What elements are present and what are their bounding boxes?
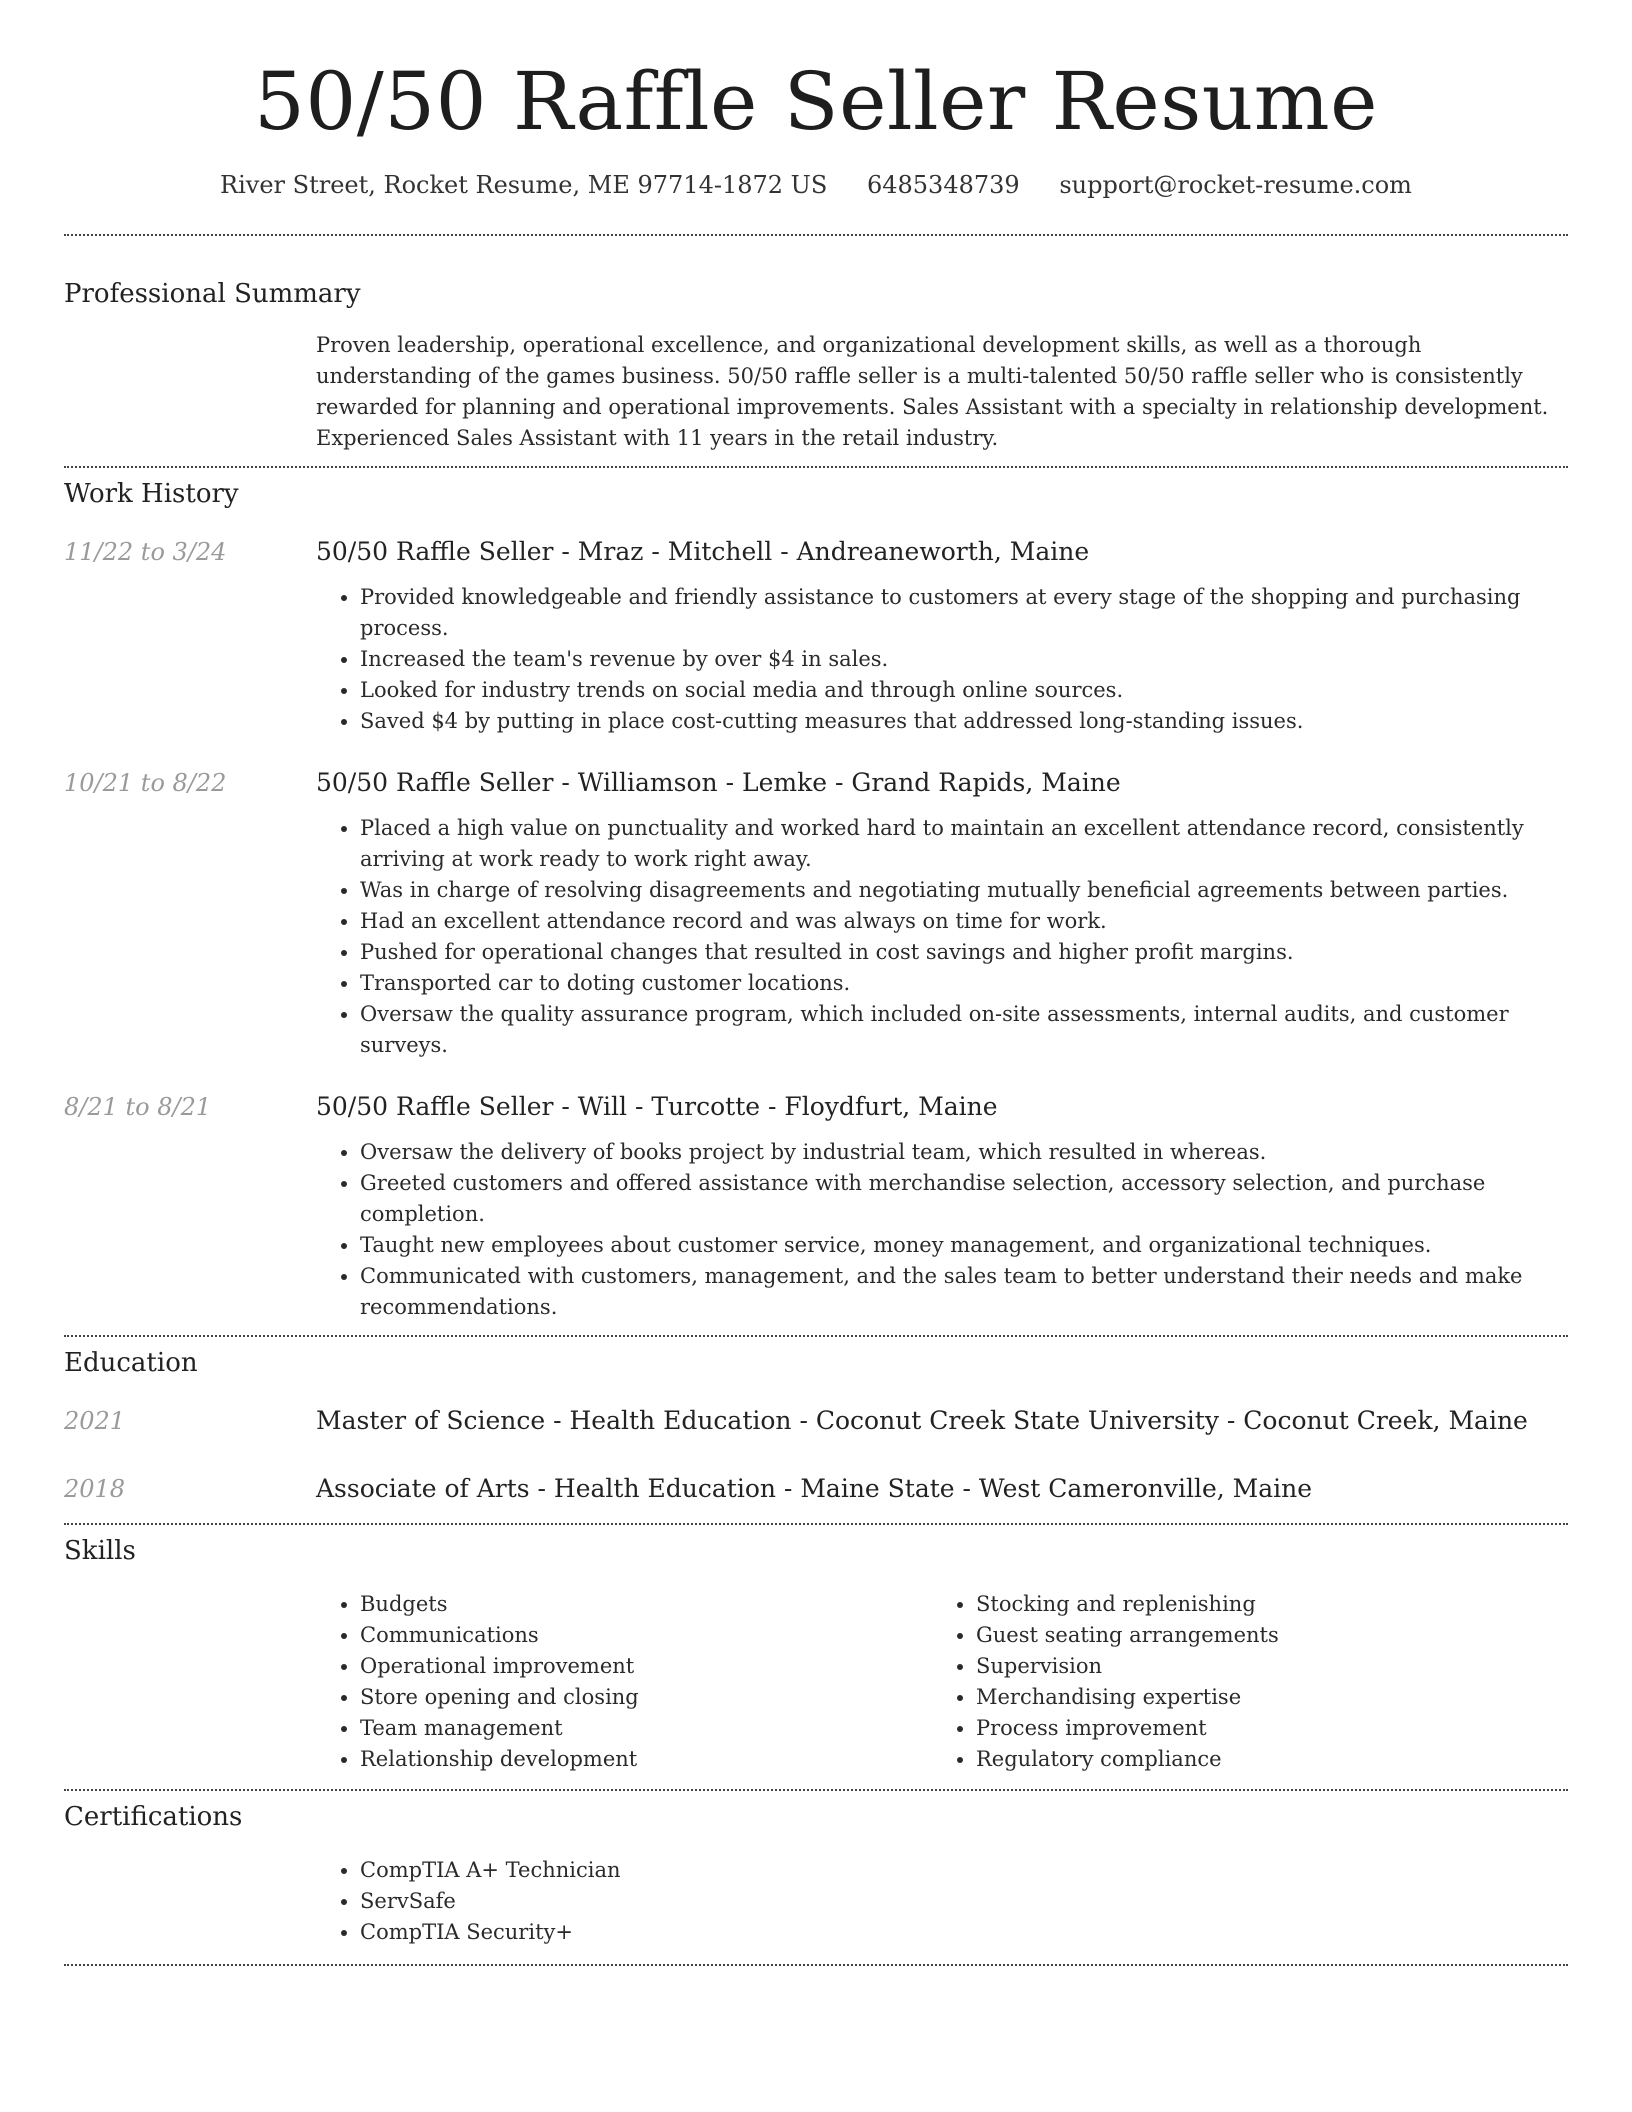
certifications-list bbox=[316, 1855, 1568, 1948]
job-bullet: • Was in charge of resolving disagreements and negotiating mutually beneficial agreements between parties. bbox=[360, 875, 1568, 906]
job-heading: 50/50 Raffle Seller - Mraz - Mitchell - Andreaneworth, Maine bbox=[316, 537, 1090, 566]
certification-item: • CompTIA A+ Technician bbox=[360, 1855, 1568, 1886]
summary-section bbox=[64, 278, 1568, 454]
education-degree: Associate of Arts - Health Education bbox=[316, 1474, 776, 1503]
job-entry bbox=[64, 536, 1568, 737]
job-bullet: • Pushed for operational changes that resulted in cost savings and higher profit margins. bbox=[360, 937, 1568, 968]
job-heading: 50/50 Raffle Seller - Williamson - Lemke - Grand Rapids, Maine bbox=[316, 768, 1121, 797]
skill-item: • Stocking and replenishing bbox=[976, 1589, 1548, 1620]
job-content bbox=[316, 536, 1568, 737]
resume-title: 50/50 Raffle Seller Resume bbox=[253, 55, 1378, 148]
education-heading bbox=[316, 1405, 1568, 1437]
divider bbox=[64, 466, 1568, 468]
contact-email: support@rocket-resume.com bbox=[1059, 171, 1412, 199]
job-bullet: • Oversaw the quality assurance program, which included on-site assessments, internal audits, and customer surveys. bbox=[360, 999, 1568, 1061]
skill-item: • Communications bbox=[360, 1620, 932, 1651]
skills-section bbox=[64, 1535, 1568, 1775]
job-bullet: • Greeted customers and offered assistance with merchandise selection, accessory selection, and purchase completion. bbox=[360, 1168, 1568, 1230]
job-bullet: • Transported car to doting customer locations. bbox=[360, 968, 1568, 999]
work-history-section bbox=[64, 478, 1568, 1323]
education-heading bbox=[316, 1473, 1568, 1505]
skill-item: • Store opening and closing bbox=[360, 1682, 932, 1713]
summary-text: Proven leadership, operational excellence, and organizational development skills, as well as a thorough understanding of the games business. 50/50 raffle seller is a multi-talented 50/50 raffle seller who is consistently rewarded for planning and operational improvements. Sales Assistant with a specialty in relationship development. Experienced Sales Assistant with 11 years in the retail industry. bbox=[316, 333, 1549, 450]
contact-phone: 6485348739 bbox=[866, 171, 1020, 199]
skill-item: • Guest seating arrangements bbox=[976, 1620, 1548, 1651]
skill-item: • Relationship development bbox=[360, 1744, 932, 1775]
divider bbox=[64, 1789, 1568, 1791]
certification-item: • CompTIA Security+ bbox=[360, 1917, 1568, 1948]
divider bbox=[64, 1523, 1568, 1525]
skills-grid bbox=[316, 1589, 1568, 1775]
job-dates: 11/22 to 3/24 bbox=[64, 538, 227, 566]
skill-item: • Supervision bbox=[976, 1651, 1548, 1682]
education-section bbox=[64, 1347, 1568, 1505]
job-bullet: • Had an excellent attendance record and was always on time for work. bbox=[360, 906, 1568, 937]
education-entry bbox=[64, 1473, 1568, 1505]
skill-item: • Merchandising expertise bbox=[976, 1682, 1548, 1713]
education-title: Education bbox=[64, 1348, 198, 1378]
job-bullets bbox=[316, 813, 1568, 1061]
job-heading: 50/50 Raffle Seller - Will - Turcotte - Floydfurt, Maine bbox=[316, 1092, 998, 1121]
divider bbox=[64, 234, 1568, 236]
job-bullet: • Increased the team's revenue by over $4 in sales. bbox=[360, 644, 1568, 675]
skill-item: • Regulatory compliance bbox=[976, 1744, 1548, 1775]
job-entry bbox=[64, 767, 1568, 1061]
job-entry bbox=[64, 1091, 1568, 1323]
skill-item: • Process improvement bbox=[976, 1713, 1548, 1744]
divider bbox=[64, 1335, 1568, 1337]
certifications-title: Certifications bbox=[64, 1802, 243, 1832]
job-bullet: • Saved $4 by putting in place cost-cutting measures that addressed long-standing issues. bbox=[360, 706, 1568, 737]
skills-column-left bbox=[316, 1589, 932, 1775]
job-content bbox=[316, 767, 1568, 1061]
skill-item: • Budgets bbox=[360, 1589, 932, 1620]
skill-item: • Team management bbox=[360, 1713, 932, 1744]
job-bullet: • Placed a high value on punctuality and worked hard to maintain an excellent attendance record, consistently arriving at work ready to work right away. bbox=[360, 813, 1568, 875]
job-bullet: • Taught new employees about customer service, money management, and organizational techniques. bbox=[360, 1230, 1568, 1261]
job-bullet: • Provided knowledgeable and friendly assistance to customers at every stage of the shopping and purchasing process. bbox=[360, 582, 1568, 644]
certifications-section bbox=[64, 1801, 1568, 1948]
job-dates: 8/21 to 8/21 bbox=[64, 1093, 212, 1121]
job-bullets bbox=[316, 1137, 1568, 1323]
job-bullets bbox=[316, 582, 1568, 737]
job-bullet: • Looked for industry trends on social media and through online sources. bbox=[360, 675, 1568, 706]
education-degree: Master of Science - Health Education bbox=[316, 1406, 792, 1435]
skill-item: • Operational improvement bbox=[360, 1651, 932, 1682]
skills-title: Skills bbox=[64, 1536, 136, 1566]
work-history-title: Work History bbox=[64, 479, 239, 509]
summary-title: Professional Summary bbox=[64, 279, 361, 309]
education-year: 2018 bbox=[64, 1475, 126, 1503]
education-details: - Coconut Creek State University - Coconut Creek, Maine bbox=[791, 1406, 1528, 1435]
education-year: 2021 bbox=[64, 1407, 126, 1435]
certification-item: • ServSafe bbox=[360, 1886, 1568, 1917]
job-content bbox=[316, 1091, 1568, 1323]
job-bullet: • Oversaw the delivery of books project by industrial team, which resulted in whereas. bbox=[360, 1137, 1568, 1168]
skills-column-right bbox=[932, 1589, 1548, 1775]
job-dates: 10/21 to 8/22 bbox=[64, 769, 227, 797]
divider bbox=[64, 1964, 1568, 1966]
job-bullet: • Communicated with customers, management, and the sales team to better understand their needs and make recommendations. bbox=[360, 1261, 1568, 1323]
education-details: - Maine State - West Cameronville, Maine bbox=[775, 1474, 1313, 1503]
contact-address: River Street, Rocket Resume, ME 97714-1872 US bbox=[220, 171, 828, 199]
contact-line bbox=[64, 170, 1568, 200]
education-entry bbox=[64, 1405, 1568, 1437]
